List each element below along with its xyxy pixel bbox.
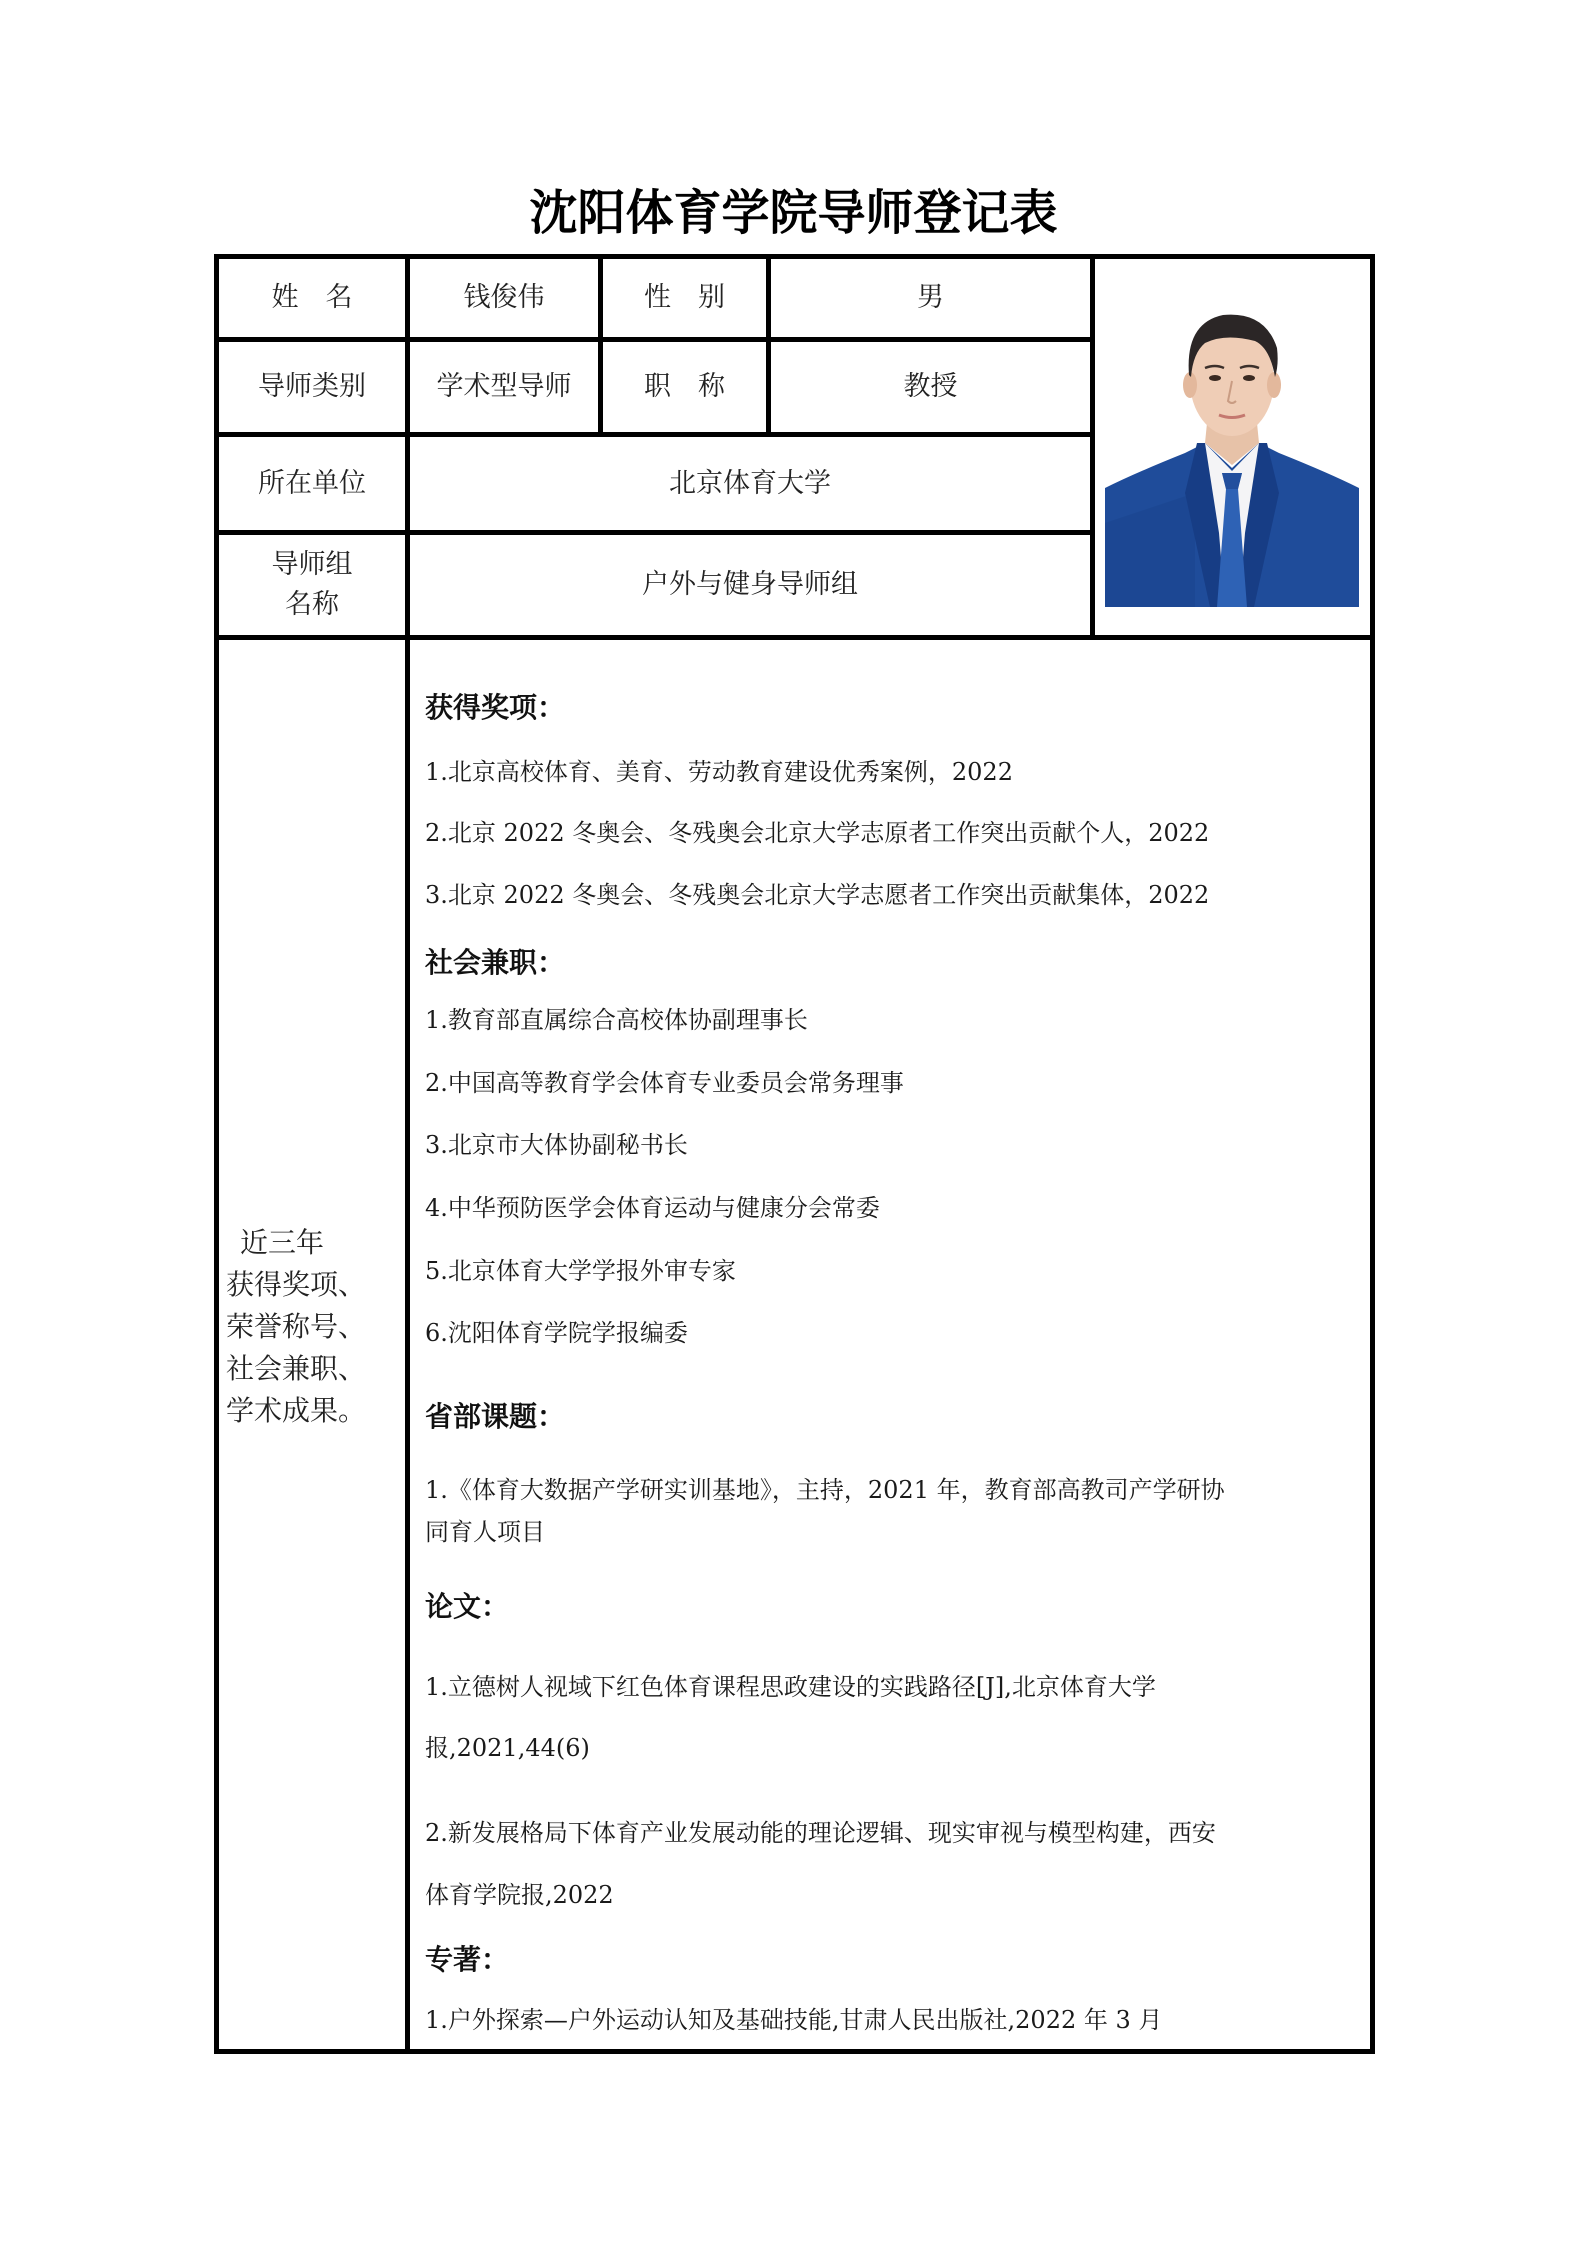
papers-heading: 论文： xyxy=(425,1590,510,1623)
rank-label: 职 称 xyxy=(644,371,725,402)
achievements-label-line: 获得奖项、 xyxy=(226,1268,367,1301)
unit-label: 所在单位 xyxy=(258,467,366,499)
projects-heading: 省部课题： xyxy=(425,1400,566,1433)
position-item: 2.中国高等教育学会体育专业委员会常务理事 xyxy=(425,1069,904,1097)
paper-item-line1: 2.新发展格局下体育产业发展动能的理论逻辑、现实审视与模型构建，西安 xyxy=(425,1819,1216,1847)
group-label xyxy=(219,535,405,635)
position-item: 3.北京市大体协副秘书长 xyxy=(425,1131,688,1159)
achievements-label xyxy=(226,1222,406,1432)
position-item: 5.北京体育大学学报外审专家 xyxy=(425,1257,736,1285)
gender-value: 男 xyxy=(917,282,944,313)
table-border-right xyxy=(1370,254,1375,2054)
awards-heading: 获得奖项： xyxy=(425,691,566,724)
award-item: 2.北京 2022 冬奥会、冬残奥会北京大学志原者工作突出贡献个人，2022 xyxy=(425,819,1210,847)
project-item-line2: 同育人项目 xyxy=(425,1518,545,1546)
name-value: 钱俊伟 xyxy=(463,282,545,313)
achievements-label-line: 社会兼职、 xyxy=(226,1352,367,1385)
gender-label: 性 别 xyxy=(644,282,725,313)
paper-item-line1: 1.立德树人视域下红色体育课程思政建设的实践路径[J],北京体育大学 xyxy=(425,1673,1156,1701)
achievements-label-line: 近三年 xyxy=(240,1226,325,1259)
award-item: 3.北京 2022 冬奥会、冬残奥会北京大学志愿者工作突出贡献集体，2022 xyxy=(425,881,1210,909)
form-title: 沈阳体育学院导师登记表 xyxy=(529,185,1058,241)
portrait-image xyxy=(1105,293,1359,607)
monographs-heading: 专著： xyxy=(425,1943,510,1976)
unit-value: 北京体育大学 xyxy=(669,467,831,499)
paper-item-line2: 报,2021,44(6) xyxy=(425,1734,590,1762)
group-label-line2: 名称 xyxy=(285,589,339,620)
row-divider-4 xyxy=(214,635,1375,640)
tutor-type-value: 学术型导师 xyxy=(436,371,572,402)
name-label: 姓 名 xyxy=(271,282,353,313)
group-label-line1: 导师组 xyxy=(271,549,353,580)
table-border-bottom xyxy=(214,2049,1375,2054)
col-divider-photo xyxy=(1090,254,1095,639)
position-item: 4.中华预防医学会体育运动与健康分会常委 xyxy=(425,1194,880,1222)
paper-item-line2: 体育学院报,2022 xyxy=(425,1881,614,1909)
award-item: 1.北京高校体育、美育、劳动教育建设优秀案例，2022 xyxy=(425,758,1013,786)
position-item: 6.沈阳体育学院学报编委 xyxy=(425,1319,688,1347)
monograph-item: 1.户外探索—户外运动认知及基础技能,甘肃人民出版社,2022 年 3 月 xyxy=(425,2006,1163,2034)
rank-value: 教授 xyxy=(903,371,958,402)
achievements-label-line: 荣誉称号、 xyxy=(226,1310,367,1343)
tutor-type-label: 导师类别 xyxy=(258,371,366,402)
achievements-label-line: 学术成果。 xyxy=(226,1394,367,1427)
group-value: 户外与健身导师组 xyxy=(642,569,858,600)
positions-heading: 社会兼职： xyxy=(425,946,566,979)
position-item: 1.教育部直属综合高校体协副理事长 xyxy=(425,1006,808,1034)
project-item-line1: 1.《体育大数据产学研实训基地》，主持，2021 年，教育部高教司产学研协 xyxy=(425,1476,1225,1504)
tutor-photo xyxy=(1105,293,1359,607)
